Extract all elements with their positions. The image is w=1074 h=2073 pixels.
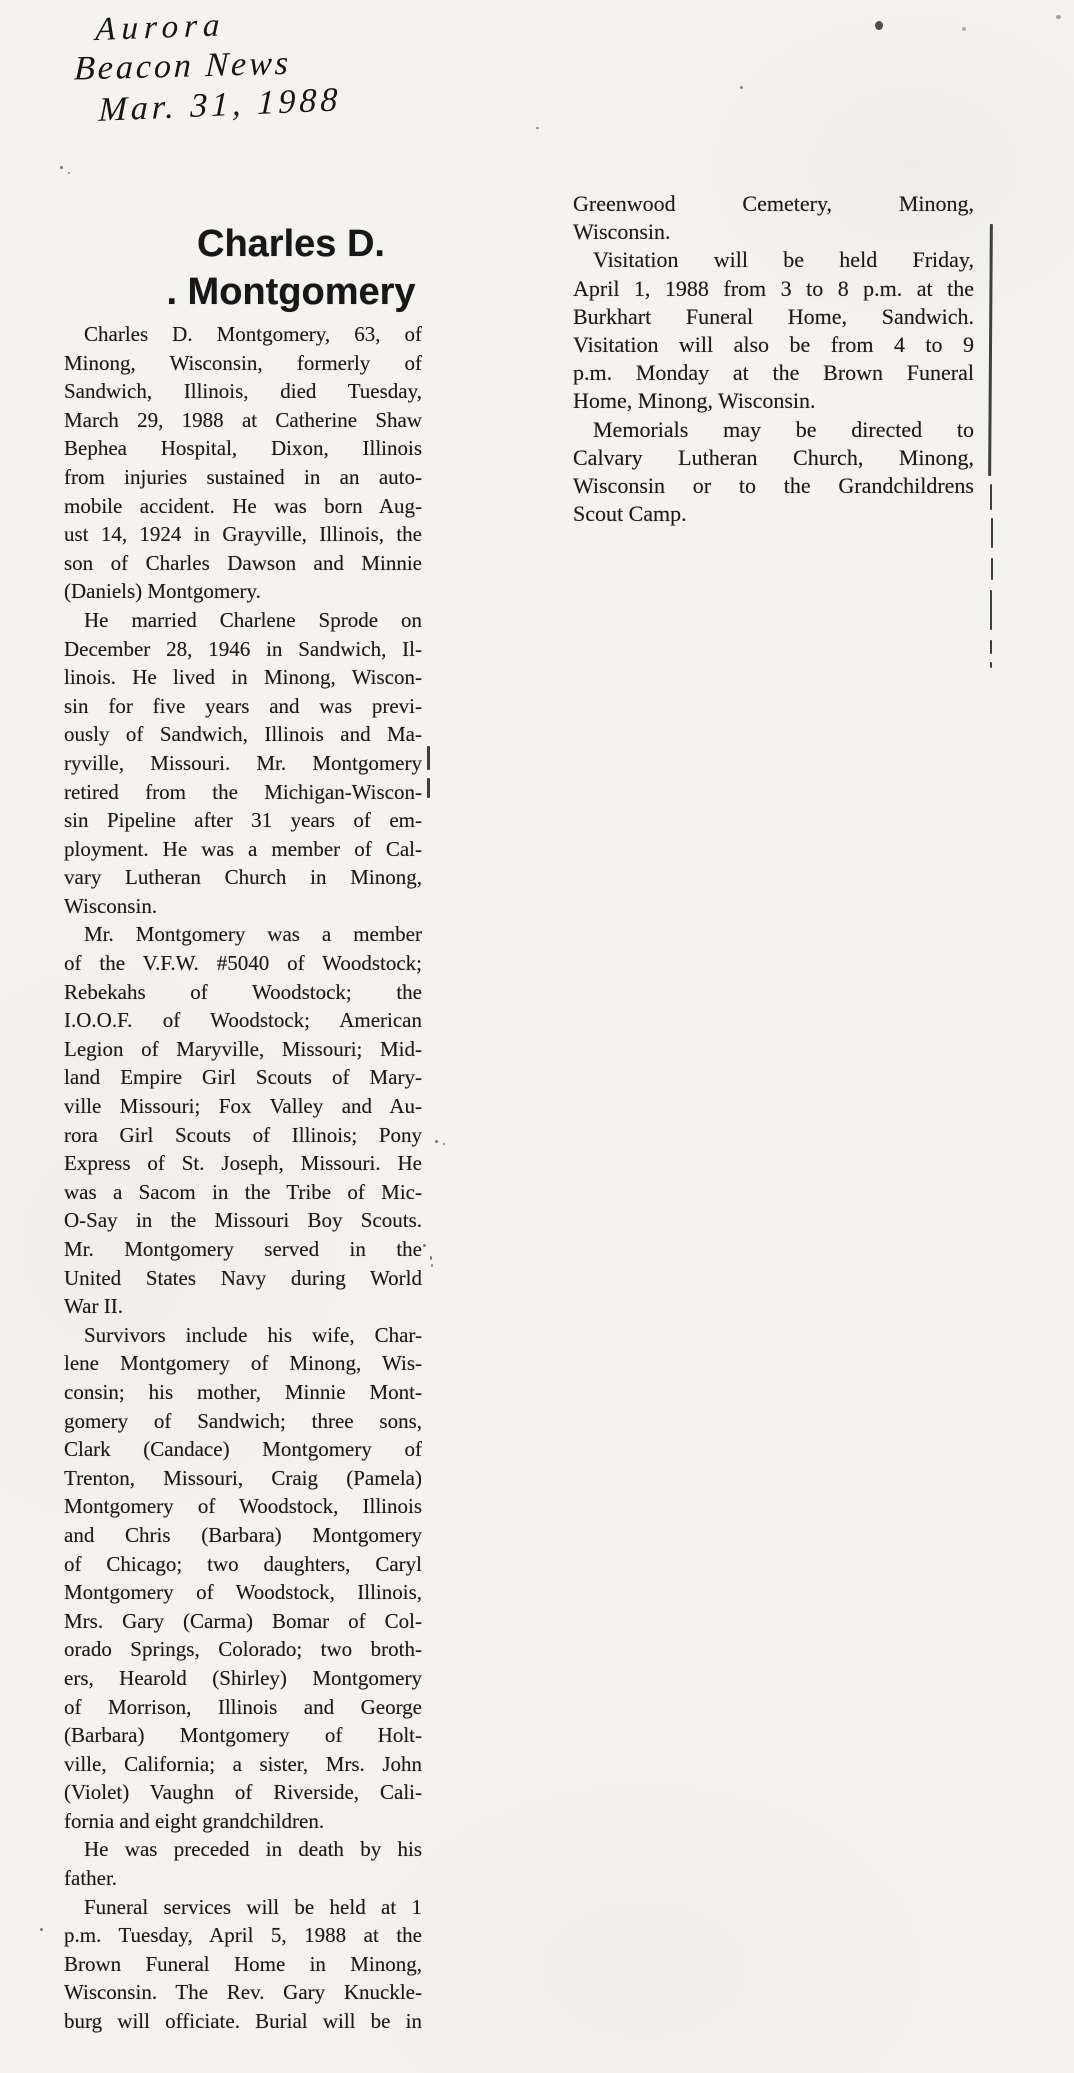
- obituary-column-right: [573, 190, 974, 528]
- paragraph: [573, 246, 974, 415]
- handwritten-annotation: [72, 1, 345, 131]
- title-line-1: Charles D.: [197, 223, 385, 265]
- article-line: father.: [64, 1866, 118, 1891]
- article-line: Brown Funeral Home in Minong,: [64, 1951, 422, 1976]
- article-line: son of Charles Dawson and Minnie: [64, 550, 422, 575]
- annotation-date: Mar. 31, 1988: [98, 81, 342, 129]
- article-line: Wisconsin.: [573, 219, 671, 245]
- ink-speck: [962, 27, 966, 31]
- column-rule-dash: [990, 484, 992, 510]
- ink-speck: [68, 172, 70, 174]
- article-line: Trenton, Missouri, Craig (Pamela): [64, 1465, 422, 1490]
- article-line: ville Missouri; Fox Valley and Au-: [64, 1094, 422, 1119]
- ink-speck: [536, 127, 539, 129]
- article-line: ously of Sandwich, Illinois and Ma-: [64, 722, 422, 747]
- article-line: sin Pipeline after 31 years of em-: [64, 808, 422, 833]
- column-rule-dash: [990, 640, 992, 654]
- title-line-2: . Montgomery: [166, 271, 416, 313]
- article-line: Home, Minong, Wisconsin.: [573, 388, 816, 414]
- article-line: Funeral services will be held at 1: [84, 1894, 422, 1919]
- article-line: of Chicago; two daughters, Caryl: [64, 1551, 422, 1576]
- column-rule-dash: [991, 558, 993, 580]
- article-line: ryville, Missouri. Mr. Montgomery: [64, 750, 422, 775]
- obituary-title: [64, 220, 422, 316]
- article-line: Memorials may be directed to: [593, 416, 974, 442]
- paragraph: [64, 606, 422, 921]
- article-line: ers, Hearold (Shirley) Montgomery: [64, 1665, 422, 1690]
- obituary-column-left: [64, 320, 422, 2036]
- annotation-publication-line2: Beacon News: [73, 44, 292, 88]
- article-line: He married Charlene Sprode on: [84, 607, 422, 632]
- article-line: Montgomery of Woodstock, Illinois,: [64, 1580, 422, 1605]
- column-rule-artifact: [988, 224, 993, 476]
- article-line: Wisconsin or to the Grandchildrens: [573, 473, 974, 499]
- article-line: linois. He lived in Minong, Wiscon-: [64, 665, 422, 690]
- article-line: ployment. He was a member of Cal-: [64, 836, 422, 861]
- article-line: Clark (Candace) Montgomery of: [64, 1437, 422, 1462]
- article-line: Rebekahs of Woodstock; the: [64, 979, 422, 1004]
- ink-speck: [435, 1140, 438, 1143]
- article-line: mobile accident. He was born Aug-: [64, 493, 422, 518]
- article-line: land Empire Girl Scouts of Mary-: [64, 1065, 422, 1090]
- ink-speck: [60, 166, 63, 169]
- article-line: rora Girl Scouts of Illinois; Pony: [64, 1122, 422, 1147]
- article-line: p.m. Tuesday, April 5, 1988 at the: [64, 1923, 422, 1948]
- article-line: Minong, Wisconsin, formerly of: [64, 350, 422, 375]
- ink-speck: [430, 1256, 432, 1260]
- article-line: ust 14, 1924 in Grayville, Illinois, the: [64, 522, 422, 547]
- article-line: Express of St. Joseph, Missouri. He: [64, 1151, 422, 1176]
- article-line: Wisconsin. The Rev. Gary Knuckle-: [64, 1980, 422, 2005]
- article-line: I.O.O.F. of Woodstock; American: [64, 1008, 422, 1033]
- article-line: burg will officiate. Burial will be in: [64, 2009, 422, 2034]
- article-line: Visitation will also be from 4 to 9: [573, 332, 974, 358]
- article-line: Wisconsin.: [64, 893, 158, 918]
- column-rule-dash: [990, 662, 992, 668]
- article-line: consin; his mother, Minnie Mont-: [64, 1379, 422, 1404]
- paragraph: [64, 320, 422, 606]
- ink-speck: [740, 86, 743, 89]
- article-line: Scout Camp.: [573, 501, 687, 527]
- article-line: Mr. Montgomery was a member: [84, 922, 422, 947]
- article-line: March 29, 1988 at Catherine Shaw: [64, 407, 422, 432]
- article-line: Legion of Maryville, Missouri; Mid-: [64, 1036, 422, 1061]
- article-line: lene Montgomery of Minong, Wis-: [64, 1351, 422, 1376]
- article-line: and Chris (Barbara) Montgomery: [64, 1522, 422, 1547]
- article-line: sin for five years and was previ-: [64, 693, 422, 718]
- article-line: Charles D. Montgomery, 63, of: [84, 322, 422, 346]
- ink-speck: [423, 1244, 426, 1247]
- article-line: O-Say in the Missouri Boy Scouts.: [64, 1208, 422, 1233]
- article-line: ville, California; a sister, Mrs. John: [64, 1751, 422, 1776]
- article-line: of Morrison, Illinois and George: [64, 1694, 422, 1719]
- paragraph: [64, 1893, 422, 2036]
- article-line: vary Lutheran Church in Minong,: [64, 865, 422, 890]
- article-line: Survivors include his wife, Char-: [84, 1322, 422, 1347]
- article-line: Calvary Lutheran Church, Minong,: [573, 444, 974, 470]
- left-column-dash: [427, 778, 430, 798]
- column-rule-dash: [991, 518, 993, 548]
- paragraph: [64, 1835, 422, 1892]
- article-line: Sandwich, Illinois, died Tuesday,: [64, 379, 422, 404]
- ink-speck: [1056, 15, 1061, 19]
- article-line: He was preceded in death by his: [84, 1837, 422, 1862]
- article-line: orado Springs, Colorado; two broth-: [64, 1637, 422, 1662]
- column-rule-dash: [990, 590, 992, 630]
- article-line: Bephea Hospital, Dixon, Illinois: [64, 436, 422, 461]
- article-line: was a Sacom in the Tribe of Mic-: [64, 1179, 422, 1204]
- paragraph: [64, 920, 422, 1320]
- article-line: (Violet) Vaughn of Riverside, Cali-: [64, 1780, 422, 1805]
- paragraph: [64, 1321, 422, 1836]
- ink-speck: [875, 21, 883, 30]
- article-line: of the V.F.W. #5040 of Woodstock;: [64, 951, 422, 976]
- article-line: (Barbara) Montgomery of Holt-: [64, 1723, 422, 1748]
- article-line: Burkhart Funeral Home, Sandwich.: [573, 303, 974, 329]
- ink-speck: [443, 1143, 445, 1145]
- left-column-dash: [427, 746, 430, 770]
- ink-speck: [431, 1264, 433, 1267]
- article-line: p.m. Monday at the Brown Funeral: [573, 360, 974, 386]
- article-line: Mrs. Gary (Carma) Bomar of Col-: [64, 1608, 422, 1633]
- article-line: United States Navy during World: [64, 1265, 422, 1290]
- article-line: Visitation will be held Friday,: [593, 247, 974, 273]
- paragraph: [573, 190, 974, 246]
- article-line: fornia and eight grandchildren.: [64, 1808, 325, 1833]
- article-line: Greenwood Cemetery, Minong,: [573, 191, 974, 216]
- article-line: gomery of Sandwich; three sons,: [64, 1408, 422, 1433]
- article-line: (Daniels) Montgomery.: [64, 579, 261, 604]
- annotation-publication-line1: Aurora: [94, 7, 227, 48]
- article-line: War II.: [64, 1294, 123, 1319]
- paragraph: [573, 416, 974, 529]
- article-line: April 1, 1988 from 3 to 8 p.m. at the: [573, 275, 974, 301]
- article-line: retired from the Michigan-Wiscon-: [64, 779, 422, 804]
- ink-speck: [40, 1928, 43, 1931]
- article-line: from injuries sustained in an auto-: [64, 464, 422, 489]
- article-line: December 28, 1946 in Sandwich, Il-: [64, 636, 422, 661]
- article-line: Mr. Montgomery served in the: [64, 1237, 422, 1261]
- article-line: Montgomery of Woodstock, Illinois: [64, 1494, 422, 1519]
